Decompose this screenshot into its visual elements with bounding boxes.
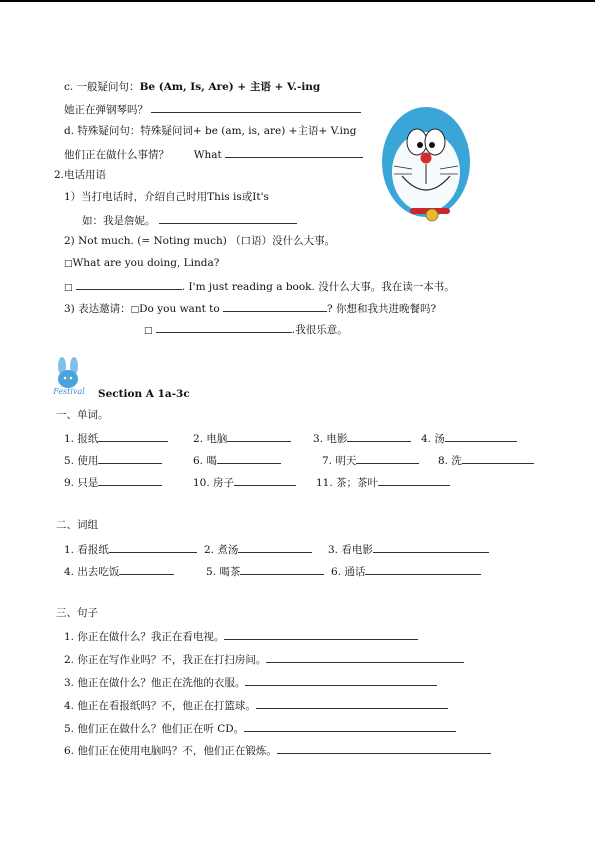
grammar-c-example-line [64,101,361,117]
answer-blank[interactable] [373,541,489,553]
answer-blank[interactable] [98,430,168,442]
answer-blank[interactable] [347,430,411,442]
answer-blank[interactable] [240,563,324,575]
sentence-item [64,628,418,644]
phrase-item-label: 3. 看电影 [328,544,373,556]
word-item-label: 2. 电脑 [193,433,228,445]
word-item [316,474,450,490]
answer-blank[interactable] [225,146,363,158]
answer-blank[interactable] [224,628,418,640]
sentence-item-label: 4. 他正在看报纸吗？不，他正在打篮球。 [64,700,256,712]
sentence-item-label: 3. 他正在做什么？他正在洗他的衣服。 [64,677,246,689]
sentence-item-label: 5. 他们正在做什么？他们正在听 CD。 [64,723,245,735]
checkbox-icon: □ [64,259,73,269]
word-item [193,452,281,468]
phone-dialog-question-line [64,256,219,271]
section-title: Section A 1a-3c [98,388,190,400]
phrase-item-label: 2. 煮汤 [204,544,239,556]
checkbox-icon: □ [130,305,140,315]
sentences-heading: 三、句子 [56,607,98,619]
word-item [438,452,534,468]
phrase-item [206,563,324,579]
answer-blank[interactable] [244,720,456,732]
answer-blank[interactable] [156,321,292,333]
word-item-label: 7. 明天 [322,455,357,467]
phone-dialog-answer: . I'm just reading a book. 没什么大事。我在读一本书。 [181,281,455,293]
answer-blank[interactable] [256,697,448,709]
phrase-item [204,541,312,557]
logo-text: Festival [53,387,85,396]
grammar-c-formula: Be (Am, Is, Are) + 主语 + V.-ing [139,81,321,93]
answer-blank[interactable] [234,474,296,486]
sentence-item [64,651,464,667]
doraemon-illustration [380,104,472,222]
answer-blank[interactable] [462,452,534,464]
answer-blank[interactable] [223,300,327,312]
phrase-item [331,563,481,579]
phone-item1-example: 如：我是詹妮。 [82,215,156,227]
phone-item3-prefix: 3) 表达邀请： [64,303,131,315]
word-item [64,430,168,446]
sentence-item [64,674,437,690]
phrase-item [64,563,174,579]
answer-blank[interactable] [356,452,419,464]
grammar-d-example: 他们正在做什么事情？ [64,149,169,161]
word-item-label: 11. 茶；茶叶 [316,477,379,489]
page-top-rule [0,0,595,2]
phone-dialog-question: What are you doing, Linda? [72,257,220,269]
word-item-label: 4. 汤 [421,433,445,445]
sentence-item [64,720,456,736]
answer-blank[interactable] [119,563,174,575]
words-heading: 一、单词。 [56,409,109,421]
word-item-label: 3. 电影 [313,433,348,445]
festival-bunny-logo [50,357,90,397]
phone-heading: 2.电话用语 [54,169,107,181]
phrase-item [328,541,489,557]
phone-item1: 1）当打电话时，介绍自己时用This is或It's [64,191,269,203]
answer-blank[interactable] [98,452,162,464]
answer-blank[interactable] [378,474,450,486]
sentence-item [64,742,491,758]
phrase-item-label: 6. 通话 [331,566,366,578]
answer-blank[interactable] [365,563,481,575]
answer-blank[interactable] [277,742,491,754]
grammar-c-line [64,80,320,94]
phone-item3-line [64,300,436,317]
answer-blank[interactable] [238,541,312,553]
answer-blank[interactable] [245,674,437,686]
checkbox-icon: □ [144,326,153,336]
phrase-item-label: 5. 喝茶 [206,566,241,578]
grammar-c-label: c. 一般疑问句： [64,81,140,93]
phrase-item-label: 1. 看报纸 [64,544,109,556]
sentence-item-label: 2. 你正在写作业吗？不，我正在打扫房间。 [64,654,267,666]
answer-blank[interactable] [445,430,517,442]
word-item-label: 9. 只是 [64,477,99,489]
word-item-label: 10. 房子 [193,477,235,489]
phone-item2: 2) Not much. (= Noting much) （口语）没什么大事。 [64,235,336,247]
phrase-item [64,541,197,557]
phone-item3-reply-line [144,321,348,338]
answer-blank[interactable] [76,278,182,290]
word-item [193,430,291,446]
answer-blank[interactable] [109,541,197,553]
sentence-item-label: 6. 他们正在使用电脑吗？不，他们正在锻炼。 [64,745,277,757]
phone-item3-question: Do you want to [139,303,220,315]
word-item [64,452,162,468]
grammar-d-label: d. 特殊疑问句：特殊疑问词+ be (am, is, are) +主语+ V.ing [64,125,357,137]
word-item [64,474,162,490]
answer-blank[interactable] [159,212,297,224]
grammar-d-answer-prefix: What [193,149,222,161]
grammar-c-example: 她正在弹钢琴吗？ [64,104,148,116]
phrase-item-label: 4. 出去吃饭 [64,566,120,578]
phrases-heading: 二、词组 [56,519,98,531]
word-item-label: 8. 洗 [438,455,462,467]
answer-blank[interactable] [227,430,291,442]
answer-blank[interactable] [98,474,162,486]
word-item [322,452,419,468]
checkbox-icon: □ [64,283,73,293]
phone-item3-question-cn: ? 你想和我共进晚餐吗? [327,303,437,315]
sentence-item [64,697,448,713]
word-item [421,430,517,446]
phone-item3-reply: .我很乐意。 [291,324,348,336]
sentence-item-label: 1. 你正在做什么？我正在看电视。 [64,631,225,643]
answer-blank[interactable] [266,651,464,663]
answer-blank[interactable] [217,452,281,464]
word-item-label: 6. 喝 [193,455,217,467]
phone-item1-example-line [82,212,297,228]
grammar-d-example-line [64,146,363,162]
word-item [193,474,296,490]
word-item [313,430,411,446]
word-item-label: 5. 使用 [64,455,99,467]
word-item-label: 1. 报纸 [64,433,99,445]
phone-dialog-answer-line [64,278,455,295]
answer-blank[interactable] [151,101,361,113]
